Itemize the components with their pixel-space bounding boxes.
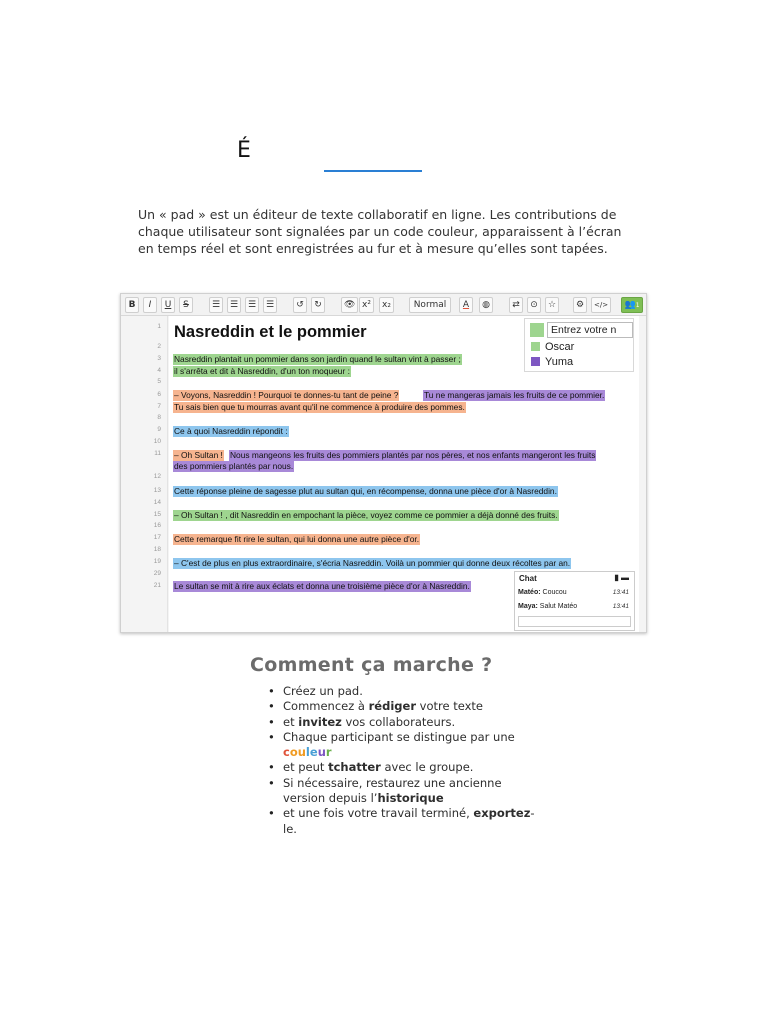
line-number: 19 [153,558,161,565]
star-icon[interactable]: ☆ [545,297,559,313]
line-number-gutter [121,316,168,633]
user-name: Yuma [545,356,574,368]
chat-message [518,603,577,610]
editor-toolbar [121,294,647,316]
intro-paragraph: Un « pad » est un éditeur de texte collaboratif en ligne. Les contributions de chaque utilisateur sont signalées par un code couleur, apparaissent à l’écran en temps réel et sont enregistrées au fur et à mesure qu’elles sont tapées. [138,207,622,256]
user-name: Oscar [545,341,575,353]
text-line: Le sultan se mit à rire aux éclats et donna une troisième pièce d'or à Nasreddin. [174,581,470,591]
text-line: Tu ne mangeras jamais les fruits de ce pommier. [424,390,605,400]
history-icon[interactable]: ⊙ [527,297,541,313]
item-text: et une fois votre travail terminé, [283,806,474,821]
indent-icon[interactable]: ☰ [245,297,259,313]
list-item [268,699,538,714]
text-line: Tu sais bien que tu mourras avant qu'il ne commence à produire des pommes. [174,402,465,412]
unordered-list-icon[interactable]: ☰ [227,297,241,313]
couleur-letter: c [283,745,290,760]
item-text: -le. [283,806,535,836]
eye-icon[interactable]: 👁 [341,297,358,313]
item-bold: exportez [473,806,531,821]
user-color-swatch [531,357,540,366]
chat-text: Coucou [542,589,567,596]
couleur-letter: e [309,745,318,760]
user-yuma [531,356,573,368]
strikethrough-button[interactable]: S [179,297,193,313]
line-number: 1 [157,323,161,330]
undo-icon[interactable]: ↺ [293,297,307,313]
header-link-underline[interactable] [324,170,422,172]
couleur-letter: r [325,745,332,760]
line-number: 4 [157,367,161,374]
line-number: 16 [153,522,161,529]
line-number: 3 [157,355,161,362]
pad-editor-screenshot [120,293,647,633]
chat-message [518,589,567,596]
subscript-button[interactable]: x₂ [379,297,394,313]
own-color-swatch[interactable] [530,323,544,337]
text-line: Ce à quoi Nasreddin répondit : [174,426,288,436]
dashboard-icon[interactable]: ◍ [479,297,493,313]
text-line: il s'arrêta et dit à Nasreddin, d'un ton moqueur : [174,366,350,376]
list-item [268,776,538,807]
chat-author: Matéo: [518,589,541,596]
style-select[interactable]: Normal [409,297,451,313]
username-input[interactable]: Entrez votre n [547,322,633,338]
item-bold: tchatter [328,760,381,775]
sync-icon[interactable]: ⇄ [509,297,523,313]
underline-button[interactable]: U [161,297,175,313]
item-text: vos collaborateurs. [341,714,456,729]
item-text: Chaque participant se distingue par une [283,729,515,744]
text-line: Nasreddin plantait un pommier dans son jardin quand le sultan vint à passer ; [174,354,461,364]
item-text: et [283,714,299,729]
header-glyph: É [237,138,251,163]
item-text: avec le groupe. [380,760,474,775]
ordered-list-icon[interactable]: ☰ [209,297,223,313]
users-panel [524,318,634,372]
chat-title: Chat [519,574,537,583]
italic-button[interactable]: I [143,297,157,313]
users-icon: 👥 [624,300,636,310]
line-number: 6 [157,391,161,398]
item-text: Commencez à [283,699,369,714]
line-number: 13 [153,487,161,494]
text-line: – Oh Sultan ! , dit Nasreddin en empochant la pièce, voyez comme ce pommier a déjà donné des fruits. [174,510,558,520]
line-number: 7 [157,403,161,410]
couleur-word [283,745,332,759]
line-number: 14 [153,499,161,506]
list-item [268,760,538,775]
users-count: 1 [635,302,640,309]
text-line: des pommiers plantés par nous. [174,461,294,471]
text-line: Cette remarque fit rire le sultan, qui lui donna une autre pièce d'or. [174,534,420,544]
list-item [268,730,538,761]
couleur-letter: o [289,745,298,760]
line-number: 5 [157,378,161,385]
superscript-button[interactable]: x² [359,297,374,313]
users-button[interactable] [621,297,643,313]
line-number: 12 [153,473,161,480]
line-number: 2 [157,343,161,350]
outdent-icon[interactable]: ☰ [263,297,277,313]
chat-controls[interactable]: ▮ ▬ [614,573,629,582]
user-oscar [531,341,574,353]
how-it-works-list [268,684,538,837]
text-line: Cette réponse pleine de sagesse plut au sultan qui, en récompense, donna une pièce d'or à Nasreddin. [174,486,557,496]
text-line: – Voyons, Nasreddin ! Pourquoi te donnes-tu tant de peine ? [174,390,399,400]
settings-icon[interactable]: ⚙ [573,297,587,313]
embed-icon[interactable]: </> [591,297,611,313]
couleur-letter: u [317,745,326,760]
line-number: 17 [153,534,161,541]
chat-time: 13:41 [612,603,629,610]
text-line: – C'est de plus en plus extraordinaire, s'écria Nasreddin. Voilà un pommier qui donne deux récoltes par an. [174,558,571,568]
item-text: votre texte [416,699,483,714]
line-number: 29 [153,570,161,577]
item-text: Créez un pad. [283,684,363,698]
list-item [268,715,538,730]
chat-text: Salut Matéo [539,603,578,610]
line-number: 11 [154,450,161,457]
list-item [268,684,538,699]
line-number: 10 [153,438,161,445]
user-color-swatch [531,342,540,351]
chat-panel [514,571,635,631]
how-it-works-title: Comment ça marche ? [250,654,493,676]
item-bold: invitez [298,714,342,729]
couleur-letter: u [297,745,306,760]
line-number: 15 [153,511,161,518]
item-text: Si nécessaire, restaurez une ancienne version depuis l’ [283,775,502,806]
item-bold: rédiger [368,699,416,714]
couleur-letter: l [305,745,310,760]
line-number: 8 [157,414,161,421]
chat-author: Maya: [518,603,538,610]
text-color-button[interactable]: A [459,297,473,313]
item-bold: historique [377,791,444,806]
chat-input[interactable] [518,616,631,627]
text-line: Nous mangeons les fruits des pommiers plantés par nos pères, et nos enfants mangeront les fruits [230,450,596,460]
bold-button[interactable]: B [125,297,139,313]
line-number: 9 [157,426,161,433]
document-title: Nasreddin et le pommier [174,323,367,341]
text-line: – Oh Sultan ! [174,450,223,460]
redo-icon[interactable]: ↻ [311,297,325,313]
list-item [268,806,538,837]
chat-time: 13:41 [612,589,629,596]
item-text: et peut [283,760,329,775]
line-number: 18 [153,546,161,553]
line-number: 21 [153,582,161,589]
